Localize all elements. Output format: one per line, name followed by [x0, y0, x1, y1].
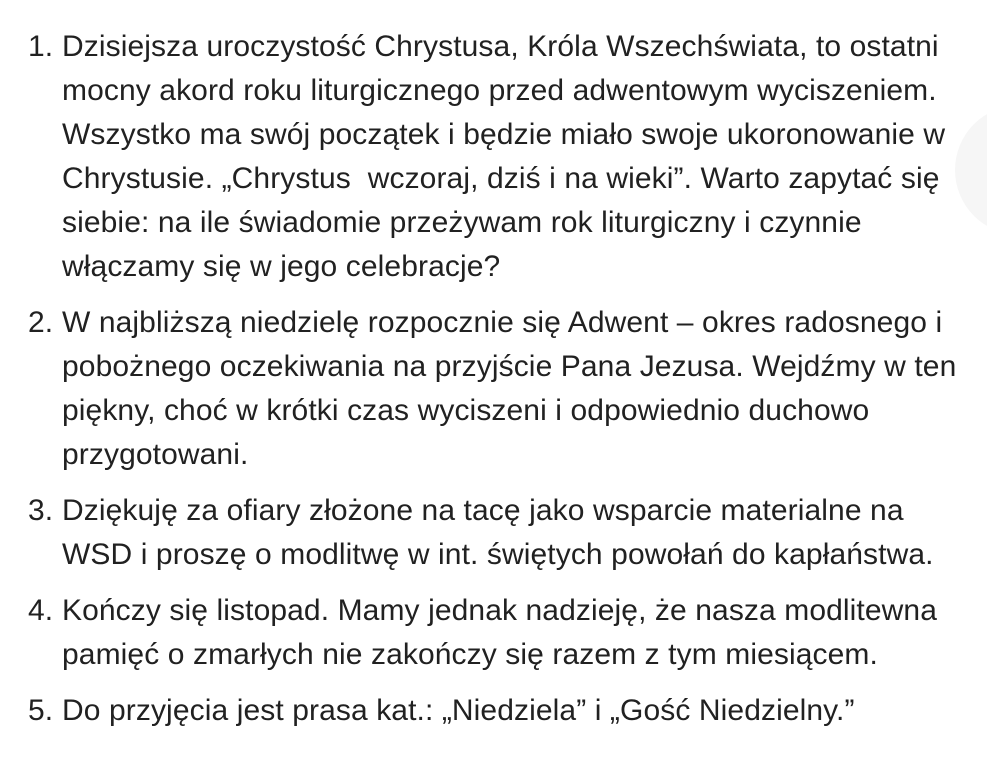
list-item — [28, 25, 961, 289]
item-text: Kończy się listopad. Mamy jednak nadzieję, że nasza modlitewna pamięć o zmarłych nie zakończy się razem z tym miesiącem. — [62, 594, 946, 671]
list-item — [28, 301, 965, 477]
announcements-list — [28, 25, 965, 733]
item-text: Dziękuję za ofiary złożone na tacę jako wsparcie materialne na WSD i proszę o modlitwę w int. świętych powołań do kapłaństwa. — [62, 494, 934, 571]
item-number: 1. — [28, 30, 54, 63]
item-text: Do przyjęcia jest prasa kat.: „Niedziela” i „Gość Niedzielny.” — [62, 694, 855, 727]
item-text: Dzisiejsza uroczystość Chrystusa, Króla Wszechświata, to ostatni mocny akord roku liturgicznego przed adwentowym wyciszeniem. Wszystko ma swój początek i będzie miało swoje ukoronowanie w Chrystusie. „Chrystus wczoraj, dziś i na wieki”. Warto zapytać się siebie: na ile świadomie przeżywam rok liturgiczny i czynnie włączamy się w jego celebracje? — [62, 30, 954, 283]
item-text: W najbliższą niedzielę rozpocznie się Adwent – okres radosnego i pobożnego oczekiwania na przyjście Pana Jezusa. Wejdźmy w ten piękny, choć w krótki czas wyciszeni i odpowiednio duchowo przygotowani. — [62, 306, 965, 471]
item-number: 2. — [28, 306, 54, 339]
list-item — [28, 689, 961, 733]
item-number: 4. — [28, 594, 54, 627]
list-item — [28, 489, 961, 577]
item-number: 3. — [28, 494, 54, 527]
list-item — [28, 589, 961, 677]
item-number: 5. — [28, 694, 54, 727]
